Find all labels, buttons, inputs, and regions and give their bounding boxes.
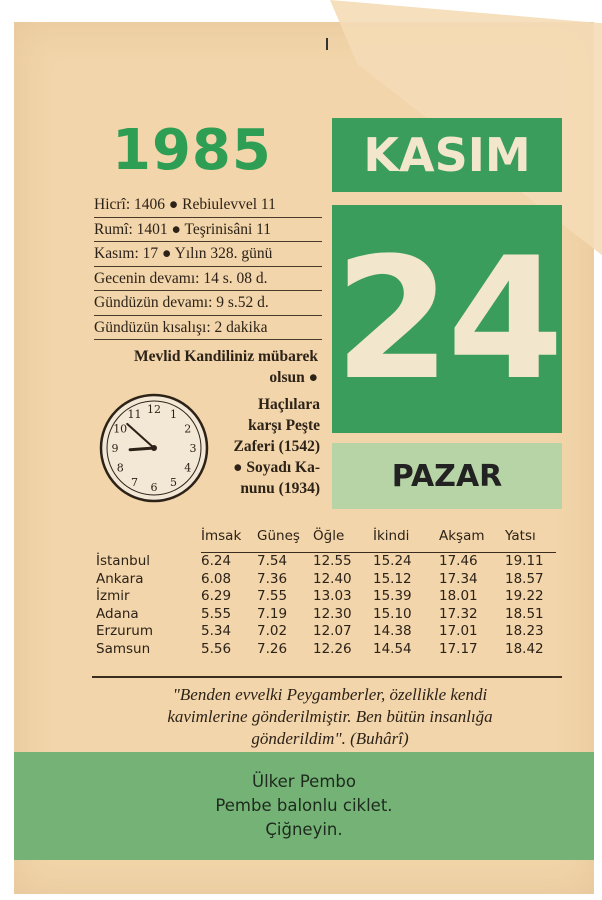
clock-numeral: 1: [170, 408, 177, 422]
time-cell: 17.32: [439, 605, 478, 622]
time-cell: 13.03: [313, 588, 352, 604]
time-cell: 5.56: [201, 640, 232, 657]
time-cell: 17.17: [439, 640, 478, 657]
clock-numeral: 5: [170, 475, 177, 489]
note-events: [210, 394, 320, 499]
time-cell: 15.39: [373, 588, 412, 604]
note-mevlid: [94, 346, 318, 388]
time-cell: 7.36: [257, 570, 288, 587]
note-line: Mevlid Kandiliniz mübarek: [133, 348, 318, 365]
table-header: [201, 528, 556, 553]
table-row: [96, 641, 556, 659]
weekday-label: PAZAR: [332, 443, 562, 509]
rumi-date: Rumî: 1401 ● Teşrinisâni 11: [94, 218, 322, 243]
time-cell: 18.23: [505, 623, 544, 639]
clock-numeral: 7: [131, 475, 138, 489]
time-cell: 12.55: [313, 553, 352, 569]
header-yatsi: Yatsı: [505, 528, 536, 544]
clock-numeral: 3: [189, 442, 197, 455]
note-line: ● Soyadı Ka-: [233, 459, 320, 476]
time-cell: 18.51: [505, 605, 544, 622]
header-ogle: Öğle: [313, 528, 345, 544]
time-cell: 19.22: [505, 588, 544, 604]
time-cell: 5.34: [201, 623, 232, 639]
ad-line: Ülker Pembo: [252, 772, 356, 791]
header-ikindi: İkindi: [373, 528, 410, 544]
divider-line: [92, 676, 562, 678]
time-cell: 12.07: [313, 623, 352, 639]
clock-numeral: 11: [127, 408, 142, 422]
hijri-date: Hicrî: 1406 ● Rebiulevvel 11: [94, 193, 322, 218]
table-row: [96, 623, 556, 641]
quote-line: kavimlerine gönderilmiştir. Ben bütün insanlığa: [167, 707, 493, 726]
clock-numeral: 6: [150, 481, 158, 494]
time-cell: 12.26: [313, 640, 352, 657]
time-cell: 19.11: [505, 553, 544, 569]
night-duration: Gecenin devamı: 14 s. 08 d.: [94, 267, 322, 292]
city-name: Ankara: [96, 570, 144, 587]
info-block: [94, 193, 322, 340]
note-line: Haçlılara: [258, 396, 320, 413]
tick-mark: [326, 38, 328, 50]
note-line: Zaferi (1542): [233, 438, 320, 455]
note-line: olsun ●: [269, 369, 318, 386]
time-cell: 18.42: [505, 640, 544, 657]
clock-numeral: 4: [184, 461, 192, 475]
time-cell: 7.26: [257, 640, 288, 657]
header-aksam: Akşam: [439, 528, 485, 544]
time-cell: 7.19: [257, 605, 288, 622]
time-cell: 5.55: [201, 605, 232, 622]
city-name: Erzurum: [96, 623, 153, 639]
ad-line: Çiğneyin.: [265, 820, 343, 839]
table-row: [96, 588, 556, 606]
time-cell: 7.55: [257, 588, 288, 604]
day-shortening: Gündüzün kısalışı: 2 dakika: [94, 316, 322, 341]
header-gunes: Güneş: [257, 528, 300, 544]
time-cell: 12.40: [313, 570, 352, 587]
header-imsak: İmsak: [201, 528, 242, 544]
prayer-times-table: [96, 528, 556, 658]
city-name: İstanbul: [96, 553, 151, 569]
city-name: Samsun: [96, 640, 151, 657]
clock-numeral: 9: [111, 442, 119, 455]
ad-line: Pembe balonlu ciklet.: [215, 796, 393, 815]
time-cell: 15.10: [373, 605, 412, 622]
note-line: karşı Peşte: [248, 417, 320, 434]
city-name: Adana: [96, 605, 139, 622]
time-cell: 6.08: [201, 570, 232, 587]
time-cell: 15.12: [373, 570, 412, 587]
clock-numeral: 2: [184, 422, 192, 436]
kasim-day: Kasım: 17 ● Yılın 328. günü: [94, 242, 322, 267]
day-duration: Gündüzün devamı: 9 s.52 d.: [94, 291, 322, 316]
time-cell: 14.54: [373, 640, 412, 657]
time-cell: 15.24: [373, 553, 412, 569]
quote-line: gönderildim". (Buhârî): [251, 729, 409, 748]
time-cell: 7.54: [257, 553, 288, 569]
time-cell: 12.30: [313, 605, 352, 622]
time-cell: 6.24: [201, 553, 232, 569]
time-cell: 14.38: [373, 623, 412, 639]
year-label: 1985: [112, 118, 272, 183]
table-row: [96, 571, 556, 589]
time-cell: 17.34: [439, 570, 478, 587]
time-cell: 17.46: [439, 553, 478, 569]
table-row: [96, 606, 556, 624]
advertisement: [14, 752, 594, 860]
time-cell: 6.29: [201, 588, 232, 604]
clock-numeral: 12: [147, 403, 161, 416]
day-number: 24: [332, 205, 562, 433]
time-cell: 7.02: [257, 623, 288, 639]
clock-icon: [98, 392, 210, 504]
city-name: İzmir: [96, 588, 130, 604]
hour-hand: [130, 448, 154, 450]
month-label: KASIM: [332, 118, 562, 192]
hadith-quote: [96, 684, 564, 750]
note-line: nunu (1934): [240, 480, 320, 497]
quote-line: "Benden evvelki Peygamberler, özellikle kendi: [172, 685, 488, 704]
time-cell: 17.01: [439, 623, 478, 639]
clock-numeral: 10: [113, 422, 128, 436]
time-cell: 18.01: [439, 588, 478, 604]
time-cell: 18.57: [505, 570, 544, 587]
table-row: [96, 553, 556, 571]
clock-numeral: 8: [116, 461, 124, 475]
